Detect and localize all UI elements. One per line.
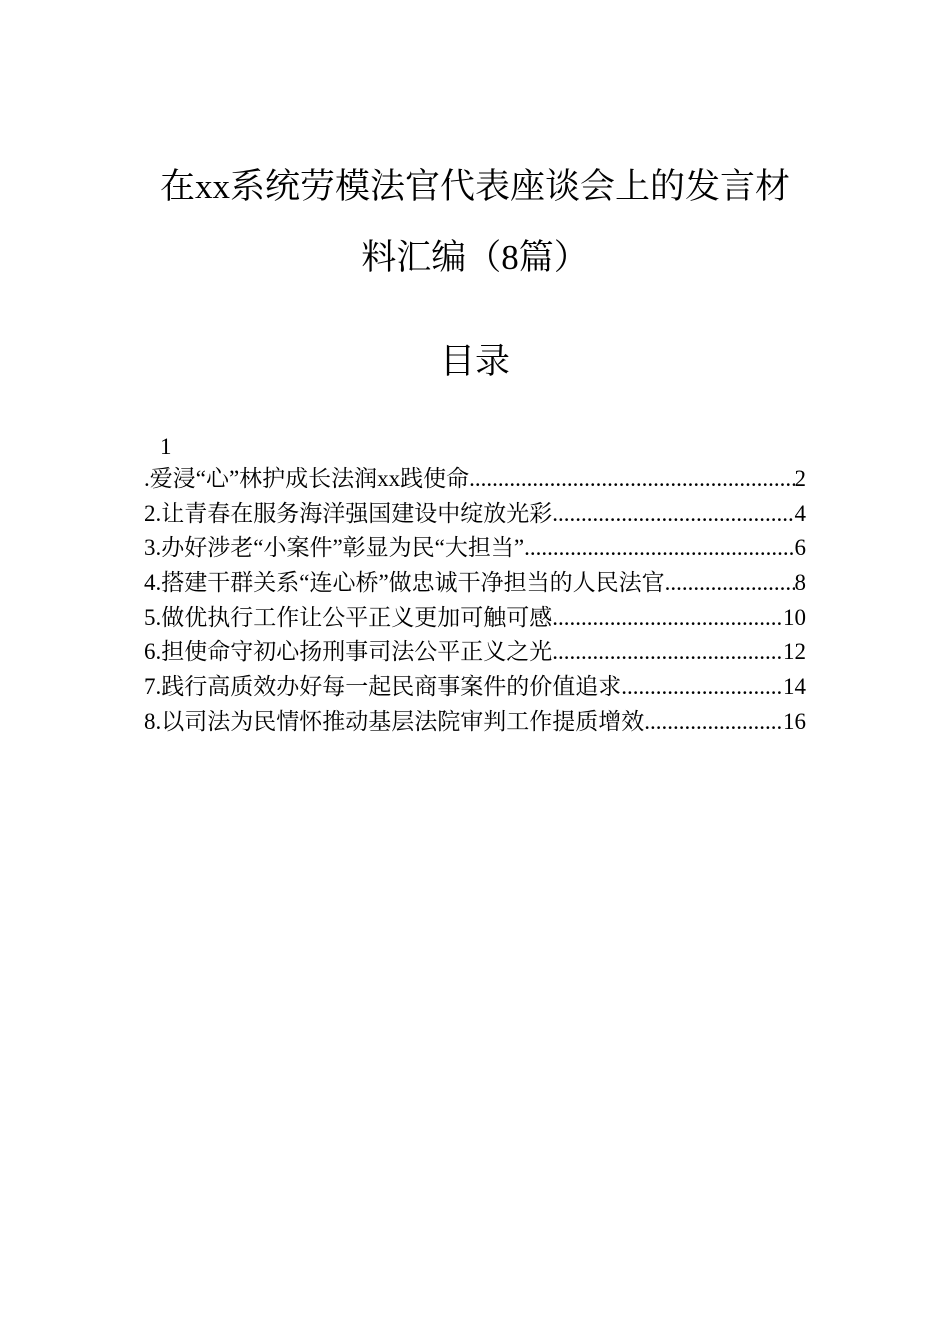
toc-item-text: 5.做优执行工作让公平正义更加可触可感 [144, 604, 553, 630]
document-title-line-1: 在xx系统劳模法官代表座谈会上的发言材 [159, 167, 790, 206]
toc-item-text: 6.担使命守初心扬刑事司法公平正义之光 [144, 639, 553, 665]
toc-dot-leader [552, 497, 794, 532]
toc-item-text: .爱浸“心”林护成长法润xx践使命 [144, 466, 470, 491]
toc-item-text: 2.让青春在服务海洋强国建设中绽放光彩 [144, 500, 553, 526]
document-title-line-2: 料汇编（8篇） [361, 238, 589, 277]
toc-dot-leader [552, 635, 783, 670]
toc-dot-leader [644, 705, 783, 740]
toc-item[interactable] [144, 497, 806, 532]
toc-dot-leader [524, 531, 794, 566]
toc-item[interactable] [144, 566, 806, 601]
toc-item-text: 7.践行高质效办好每一起民商事案件的价值追求 [144, 674, 622, 700]
toc-item-text: 4.搭建干群关系“连心桥”做忠诚干净担当的人民法官 [144, 570, 665, 596]
toc-item[interactable] [144, 670, 806, 705]
toc-heading: 目录 [439, 342, 510, 381]
toc-item-page: 4 [794, 500, 806, 526]
toc-item[interactable] [144, 705, 806, 740]
toc-item-page: 6 [794, 535, 806, 561]
toc-dot-leader [552, 601, 783, 636]
toc-item-page: 2 [794, 466, 806, 491]
toc-item[interactable] [144, 531, 806, 566]
toc-dot-leader [469, 462, 794, 497]
toc-item-text: 3.办好涉老“小案件”彰显为民“大担当” [144, 535, 525, 561]
toc-first-item-number: 1 [160, 434, 172, 459]
toc-item[interactable] [144, 601, 806, 636]
toc-item-page: 12 [783, 639, 806, 665]
toc-item-page: 10 [783, 604, 806, 630]
toc-item-page: 16 [783, 708, 806, 734]
toc-dot-leader [665, 566, 795, 601]
table-of-contents [144, 432, 806, 740]
toc-item-text: 8.以司法为民情怀推动基层法院审判工作提质增效 [144, 708, 645, 734]
toc-item[interactable] [144, 462, 806, 497]
toc-item-page: 8 [794, 570, 806, 596]
toc-item-page: 14 [783, 674, 806, 700]
toc-dot-leader [621, 670, 783, 705]
toc-item[interactable] [144, 635, 806, 670]
